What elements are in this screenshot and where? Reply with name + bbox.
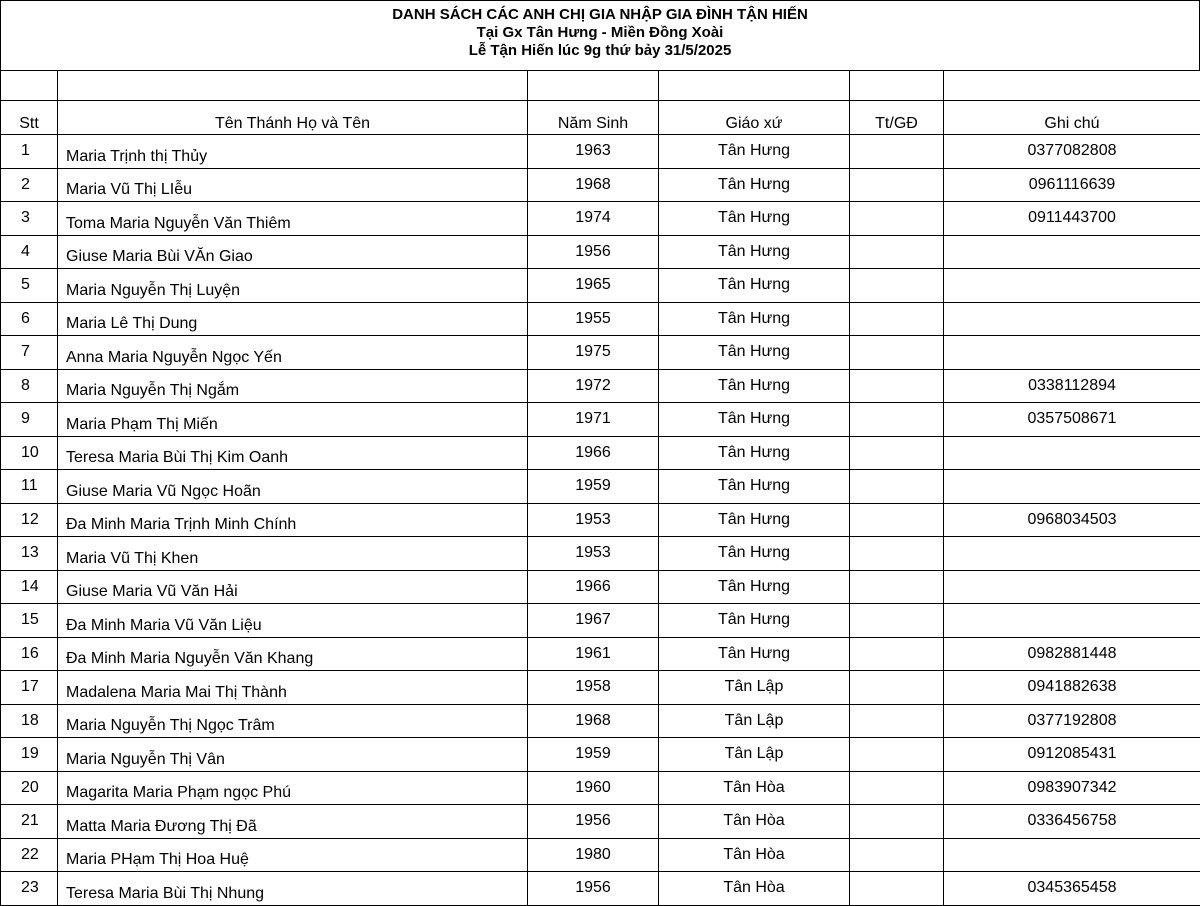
cell-name[interactable]: Maria Lê Thị Dung xyxy=(58,302,528,336)
header-parish: Giáo xứ xyxy=(659,101,850,135)
cell-name[interactable]: Maria Phạm Thị Miến xyxy=(58,403,528,437)
header-year: Năm Sinh xyxy=(528,101,659,135)
cell-ttgd[interactable] xyxy=(850,604,944,638)
cell-parish[interactable]: Tân Hưng xyxy=(659,570,850,604)
cell-year[interactable]: 1963 xyxy=(528,135,659,169)
cell-note[interactable]: 0357508671 xyxy=(944,403,1200,437)
cell-parish[interactable]: Tân Hưng xyxy=(659,302,850,336)
cell-note[interactable] xyxy=(944,235,1200,269)
blank-cell[interactable] xyxy=(528,71,659,101)
cell-name[interactable]: Maria Nguyễn Thị Vân xyxy=(58,738,528,772)
table-row xyxy=(1,570,1200,604)
table-row xyxy=(1,235,1200,269)
cell-name[interactable]: Đa Minh Maria Nguyễn Văn Khang xyxy=(58,637,528,671)
cell-name[interactable]: Anna Maria Nguyễn Ngọc Yến xyxy=(58,336,528,370)
header-note: Ghi chú xyxy=(944,101,1200,135)
cell-stt[interactable]: 4 xyxy=(1,235,58,269)
header-ttgd: Tt/GĐ xyxy=(850,101,944,135)
cell-ttgd[interactable] xyxy=(850,436,944,470)
cell-year[interactable]: 1955 xyxy=(528,302,659,336)
cell-parish[interactable]: Tân Hưng xyxy=(659,336,850,370)
cell-note[interactable]: 0377192808 xyxy=(944,704,1200,738)
cell-ttgd[interactable] xyxy=(850,838,944,872)
cell-ttgd[interactable] xyxy=(850,302,944,336)
cell-ttgd[interactable] xyxy=(850,805,944,839)
cell-ttgd[interactable] xyxy=(850,570,944,604)
cell-name[interactable]: Đa Minh Maria Trịnh Minh Chính xyxy=(58,503,528,537)
cell-year[interactable]: 1974 xyxy=(528,202,659,236)
blank-cell[interactable] xyxy=(58,71,528,101)
table-row xyxy=(1,369,1200,403)
cell-stt[interactable]: 12 xyxy=(1,503,58,537)
cell-parish[interactable]: Tân Hưng xyxy=(659,537,850,571)
cell-year[interactable]: 1975 xyxy=(528,336,659,370)
cell-parish[interactable]: Tân Hòa xyxy=(659,838,850,872)
cell-note[interactable] xyxy=(944,336,1200,370)
cell-parish[interactable]: Tân Lập xyxy=(659,671,850,705)
cell-ttgd[interactable] xyxy=(850,202,944,236)
cell-year[interactable]: 1972 xyxy=(528,369,659,403)
cell-parish[interactable]: Tân Lập xyxy=(659,704,850,738)
cell-ttgd[interactable] xyxy=(850,168,944,202)
cell-stt[interactable]: 2 xyxy=(1,168,58,202)
header-stt: Stt xyxy=(1,101,58,135)
cell-ttgd[interactable] xyxy=(850,671,944,705)
cell-parish[interactable]: Tân Hưng xyxy=(659,436,850,470)
cell-ttgd[interactable] xyxy=(850,637,944,671)
title-block xyxy=(0,0,1200,70)
cell-stt[interactable]: 23 xyxy=(1,872,58,906)
cell-ttgd[interactable] xyxy=(850,403,944,437)
cell-parish[interactable]: Tân Hòa xyxy=(659,805,850,839)
cell-year[interactable]: 1968 xyxy=(528,704,659,738)
cell-parish[interactable]: Tân Hưng xyxy=(659,168,850,202)
cell-year[interactable]: 1967 xyxy=(528,604,659,638)
cell-year[interactable]: 1961 xyxy=(528,637,659,671)
member-table xyxy=(0,70,1200,906)
cell-name[interactable]: Maria Nguyễn Thị Ngắm xyxy=(58,369,528,403)
title-line-3: Lễ Tận Hiến lúc 9g thứ bảy 31/5/2025 xyxy=(1,42,1199,60)
cell-stt[interactable]: 22 xyxy=(1,838,58,872)
blank-cell[interactable] xyxy=(1,71,58,101)
blank-cell[interactable] xyxy=(944,71,1200,101)
cell-ttgd[interactable] xyxy=(850,872,944,906)
table-row xyxy=(1,704,1200,738)
cell-ttgd[interactable] xyxy=(850,470,944,504)
cell-parish[interactable]: Tân Hưng xyxy=(659,503,850,537)
cell-ttgd[interactable] xyxy=(850,537,944,571)
cell-name[interactable]: Giuse Maria Vũ Ngọc Hoãn xyxy=(58,470,528,504)
cell-stt[interactable]: 6 xyxy=(1,302,58,336)
cell-parish[interactable]: Tân Hưng xyxy=(659,202,850,236)
table-row xyxy=(1,135,1200,169)
table-row xyxy=(1,738,1200,772)
table-row xyxy=(1,269,1200,303)
cell-note[interactable]: 0982881448 xyxy=(944,637,1200,671)
cell-stt[interactable]: 20 xyxy=(1,771,58,805)
cell-stt[interactable]: 7 xyxy=(1,336,58,370)
cell-year[interactable]: 1971 xyxy=(528,403,659,437)
cell-parish[interactable]: Tân Lập xyxy=(659,738,850,772)
cell-stt[interactable]: 8 xyxy=(1,369,58,403)
cell-stt[interactable]: 3 xyxy=(1,202,58,236)
cell-note[interactable] xyxy=(944,470,1200,504)
cell-ttgd[interactable] xyxy=(850,369,944,403)
blank-cell[interactable] xyxy=(850,71,944,101)
cell-stt[interactable]: 11 xyxy=(1,470,58,504)
cell-ttgd[interactable] xyxy=(850,503,944,537)
cell-name[interactable]: Maria Vũ Thị Khen xyxy=(58,537,528,571)
cell-stt[interactable]: 16 xyxy=(1,637,58,671)
cell-year[interactable]: 1965 xyxy=(528,269,659,303)
cell-name[interactable]: Giuse Maria Bùi VĂn Giao xyxy=(58,235,528,269)
table-row xyxy=(1,872,1200,906)
cell-name[interactable]: Maria Nguyễn Thị Luyện xyxy=(58,269,528,303)
table-row xyxy=(1,637,1200,671)
cell-stt[interactable]: 14 xyxy=(1,570,58,604)
blank-cell[interactable] xyxy=(659,71,850,101)
cell-note[interactable] xyxy=(944,604,1200,638)
table-row xyxy=(1,436,1200,470)
cell-parish[interactable]: Tân Hòa xyxy=(659,771,850,805)
cell-note[interactable] xyxy=(944,570,1200,604)
cell-note[interactable]: 0336456758 xyxy=(944,805,1200,839)
cell-year[interactable]: 1960 xyxy=(528,771,659,805)
cell-stt[interactable]: 15 xyxy=(1,604,58,638)
cell-year[interactable]: 1953 xyxy=(528,537,659,571)
cell-stt[interactable]: 19 xyxy=(1,738,58,772)
table-row xyxy=(1,168,1200,202)
cell-ttgd[interactable] xyxy=(850,269,944,303)
cell-note[interactable] xyxy=(944,838,1200,872)
title-line-1: DANH SÁCH CÁC ANH CHỊ GIA NHẬP GIA ĐÌNH TẬN HIẾN xyxy=(1,6,1199,24)
cell-name[interactable]: Đa Minh Maria Vũ Văn Liệu xyxy=(58,604,528,638)
cell-ttgd[interactable] xyxy=(850,135,944,169)
table-row xyxy=(1,336,1200,370)
cell-year[interactable]: 1959 xyxy=(528,738,659,772)
cell-ttgd[interactable] xyxy=(850,738,944,772)
cell-parish[interactable]: Tân Hưng xyxy=(659,637,850,671)
cell-parish[interactable]: Tân Hòa xyxy=(659,872,850,906)
cell-name[interactable]: Teresa Maria Bùi Thị Kim Oanh xyxy=(58,436,528,470)
cell-ttgd[interactable] xyxy=(850,704,944,738)
title-line-2: Tại Gx Tân Hưng - Miền Đồng Xoài xyxy=(1,24,1199,42)
cell-name[interactable]: Magarita Maria Phạm ngọc Phú xyxy=(58,771,528,805)
cell-note[interactable]: 0941882638 xyxy=(944,671,1200,705)
cell-note[interactable]: 0968034503 xyxy=(944,503,1200,537)
cell-name[interactable]: Maria Nguyễn Thị Ngọc Trâm xyxy=(58,704,528,738)
cell-parish[interactable]: Tân Hưng xyxy=(659,135,850,169)
cell-name[interactable]: Toma Maria Nguyễn Văn Thiêm xyxy=(58,202,528,236)
header-row xyxy=(1,101,1200,135)
cell-year[interactable]: 1956 xyxy=(528,872,659,906)
cell-stt[interactable]: 9 xyxy=(1,403,58,437)
cell-stt[interactable]: 10 xyxy=(1,436,58,470)
cell-year[interactable]: 1966 xyxy=(528,436,659,470)
cell-note[interactable]: 0983907342 xyxy=(944,771,1200,805)
table-row xyxy=(1,503,1200,537)
cell-name[interactable]: Maria Trịnh thị Thủy xyxy=(58,135,528,169)
cell-stt[interactable]: 18 xyxy=(1,704,58,738)
table-row xyxy=(1,302,1200,336)
cell-parish[interactable]: Tân Hưng xyxy=(659,269,850,303)
table-row xyxy=(1,470,1200,504)
cell-year[interactable]: 1956 xyxy=(528,805,659,839)
cell-note[interactable]: 0345365458 xyxy=(944,872,1200,906)
cell-note[interactable] xyxy=(944,302,1200,336)
cell-parish[interactable]: Tân Hưng xyxy=(659,235,850,269)
table-row xyxy=(1,671,1200,705)
cell-stt[interactable]: 17 xyxy=(1,671,58,705)
table-row xyxy=(1,202,1200,236)
cell-stt[interactable]: 13 xyxy=(1,537,58,571)
table-row xyxy=(1,771,1200,805)
cell-name[interactable]: Madalena Maria Mai Thị Thành xyxy=(58,671,528,705)
cell-note[interactable]: 0912085431 xyxy=(944,738,1200,772)
cell-ttgd[interactable] xyxy=(850,235,944,269)
cell-name[interactable]: Maria Vũ Thị LIễu xyxy=(58,168,528,202)
cell-parish[interactable]: Tân Hưng xyxy=(659,604,850,638)
cell-note[interactable]: 0377082808 xyxy=(944,135,1200,169)
cell-parish[interactable]: Tân Hưng xyxy=(659,470,850,504)
cell-ttgd[interactable] xyxy=(850,771,944,805)
cell-year[interactable]: 1959 xyxy=(528,470,659,504)
cell-year[interactable]: 1980 xyxy=(528,838,659,872)
cell-note[interactable] xyxy=(944,436,1200,470)
cell-stt[interactable]: 5 xyxy=(1,269,58,303)
cell-note[interactable]: 0961116639 xyxy=(944,168,1200,202)
cell-year[interactable]: 1968 xyxy=(528,168,659,202)
cell-parish[interactable]: Tân Hưng xyxy=(659,403,850,437)
cell-year[interactable]: 1953 xyxy=(528,503,659,537)
cell-year[interactable]: 1958 xyxy=(528,671,659,705)
cell-year[interactable]: 1966 xyxy=(528,570,659,604)
cell-note[interactable]: 0338112894 xyxy=(944,369,1200,403)
cell-stt[interactable]: 1 xyxy=(1,135,58,169)
header-name: Tên Thánh Họ và Tên xyxy=(58,101,528,135)
cell-stt[interactable]: 21 xyxy=(1,805,58,839)
table-row xyxy=(1,805,1200,839)
cell-name[interactable]: Matta Maria Đương Thị Đã xyxy=(58,805,528,839)
table-row xyxy=(1,838,1200,872)
cell-name[interactable]: Teresa Maria Bùi Thị Nhung xyxy=(58,872,528,906)
table-row xyxy=(1,604,1200,638)
cell-name[interactable]: Giuse Maria Vũ Văn Hải xyxy=(58,570,528,604)
cell-ttgd[interactable] xyxy=(850,336,944,370)
cell-year[interactable]: 1956 xyxy=(528,235,659,269)
cell-note[interactable] xyxy=(944,269,1200,303)
cell-note[interactable] xyxy=(944,537,1200,571)
blank-row xyxy=(1,71,1200,101)
table-row xyxy=(1,537,1200,571)
table-row xyxy=(1,403,1200,437)
cell-name[interactable]: Maria PHạm Thị Hoa Huệ xyxy=(58,838,528,872)
cell-note[interactable]: 0911443700 xyxy=(944,202,1200,236)
cell-parish[interactable]: Tân Hưng xyxy=(659,369,850,403)
